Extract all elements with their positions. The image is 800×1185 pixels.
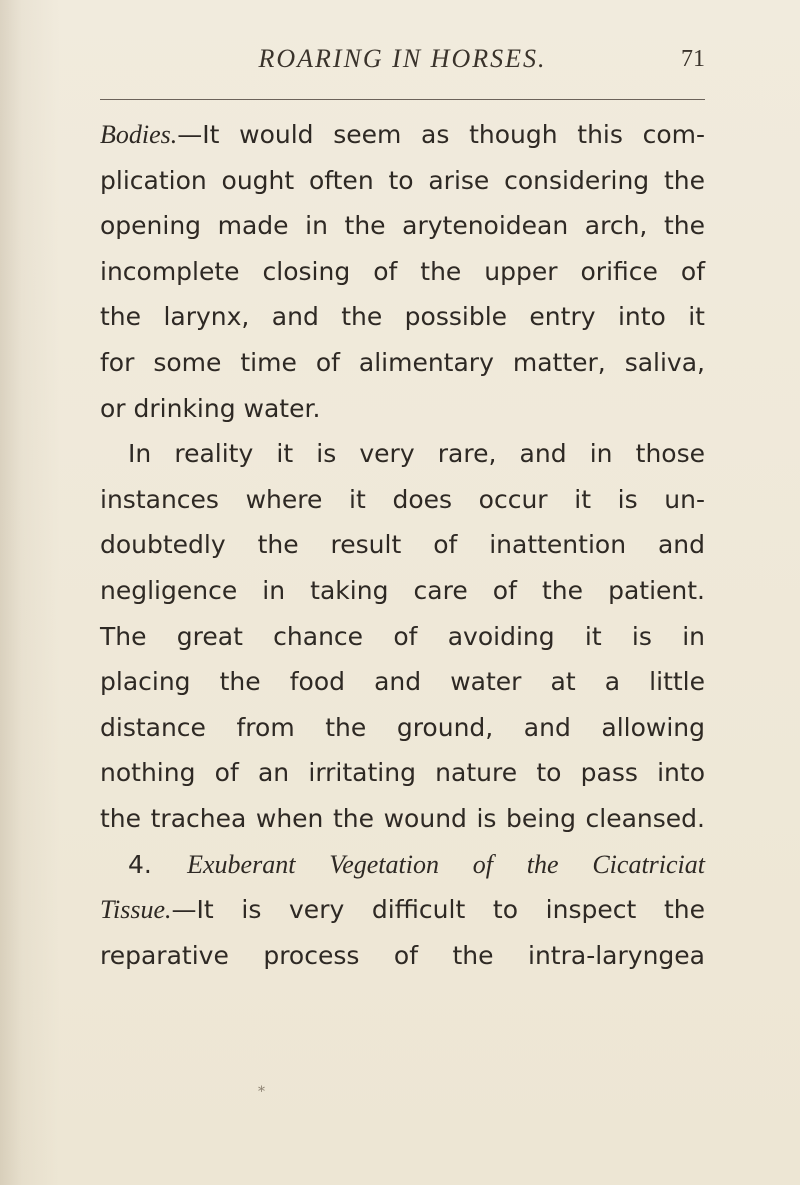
line-text: —It would seem as though this com- (177, 120, 705, 149)
text-line: the trachea when the wound is being cleansed. (100, 803, 705, 833)
text-line: nothing of an irritating nature to pass into (100, 758, 705, 788)
text-line: opening made in the arytenoidean arch, the (100, 211, 705, 241)
page-header (100, 44, 705, 84)
section-heading: Exuberant Vegetation of the Cicatriciat (187, 849, 705, 879)
text-line: the larynx, and the possible entry into it (100, 302, 705, 332)
header-rule (100, 99, 705, 100)
text-line (100, 112, 705, 158)
text-line: doubtedly the result of inattention and (100, 530, 705, 560)
page-number: 71 (681, 46, 705, 72)
text-line: negligence in taking care of the patient. (100, 575, 705, 605)
line-text: —It is very difficult to inspect the (171, 895, 705, 925)
text-line: or drinking water. (100, 393, 321, 423)
printer-mark: * (258, 1084, 265, 1100)
body-text (100, 112, 705, 978)
section-number: 4. (128, 849, 152, 879)
text-line: for some time of alimentary matter, saliva, (100, 347, 705, 377)
text-line: instances where it does occur it is un- (100, 484, 705, 514)
running-title: ROARING IN HORSES. (258, 44, 547, 73)
text-line: In reality it is very rare, and in those (128, 439, 705, 469)
italic-term: Bodies. (100, 120, 178, 149)
text-line: reparative process of the intra-laryngea (100, 940, 705, 970)
text-line: distance from the ground, and allowing (100, 712, 705, 742)
text-line (100, 842, 705, 888)
section-heading-cont: Tissue. (100, 895, 172, 925)
text-line (100, 887, 705, 933)
text-line: placing the food and water at a little (100, 667, 705, 697)
text-line: incomplete closing of the upper orifice of (100, 256, 705, 286)
text-line: The great chance of avoiding it is in (100, 621, 705, 651)
text-line: plication ought often to arise considering the (100, 165, 705, 195)
